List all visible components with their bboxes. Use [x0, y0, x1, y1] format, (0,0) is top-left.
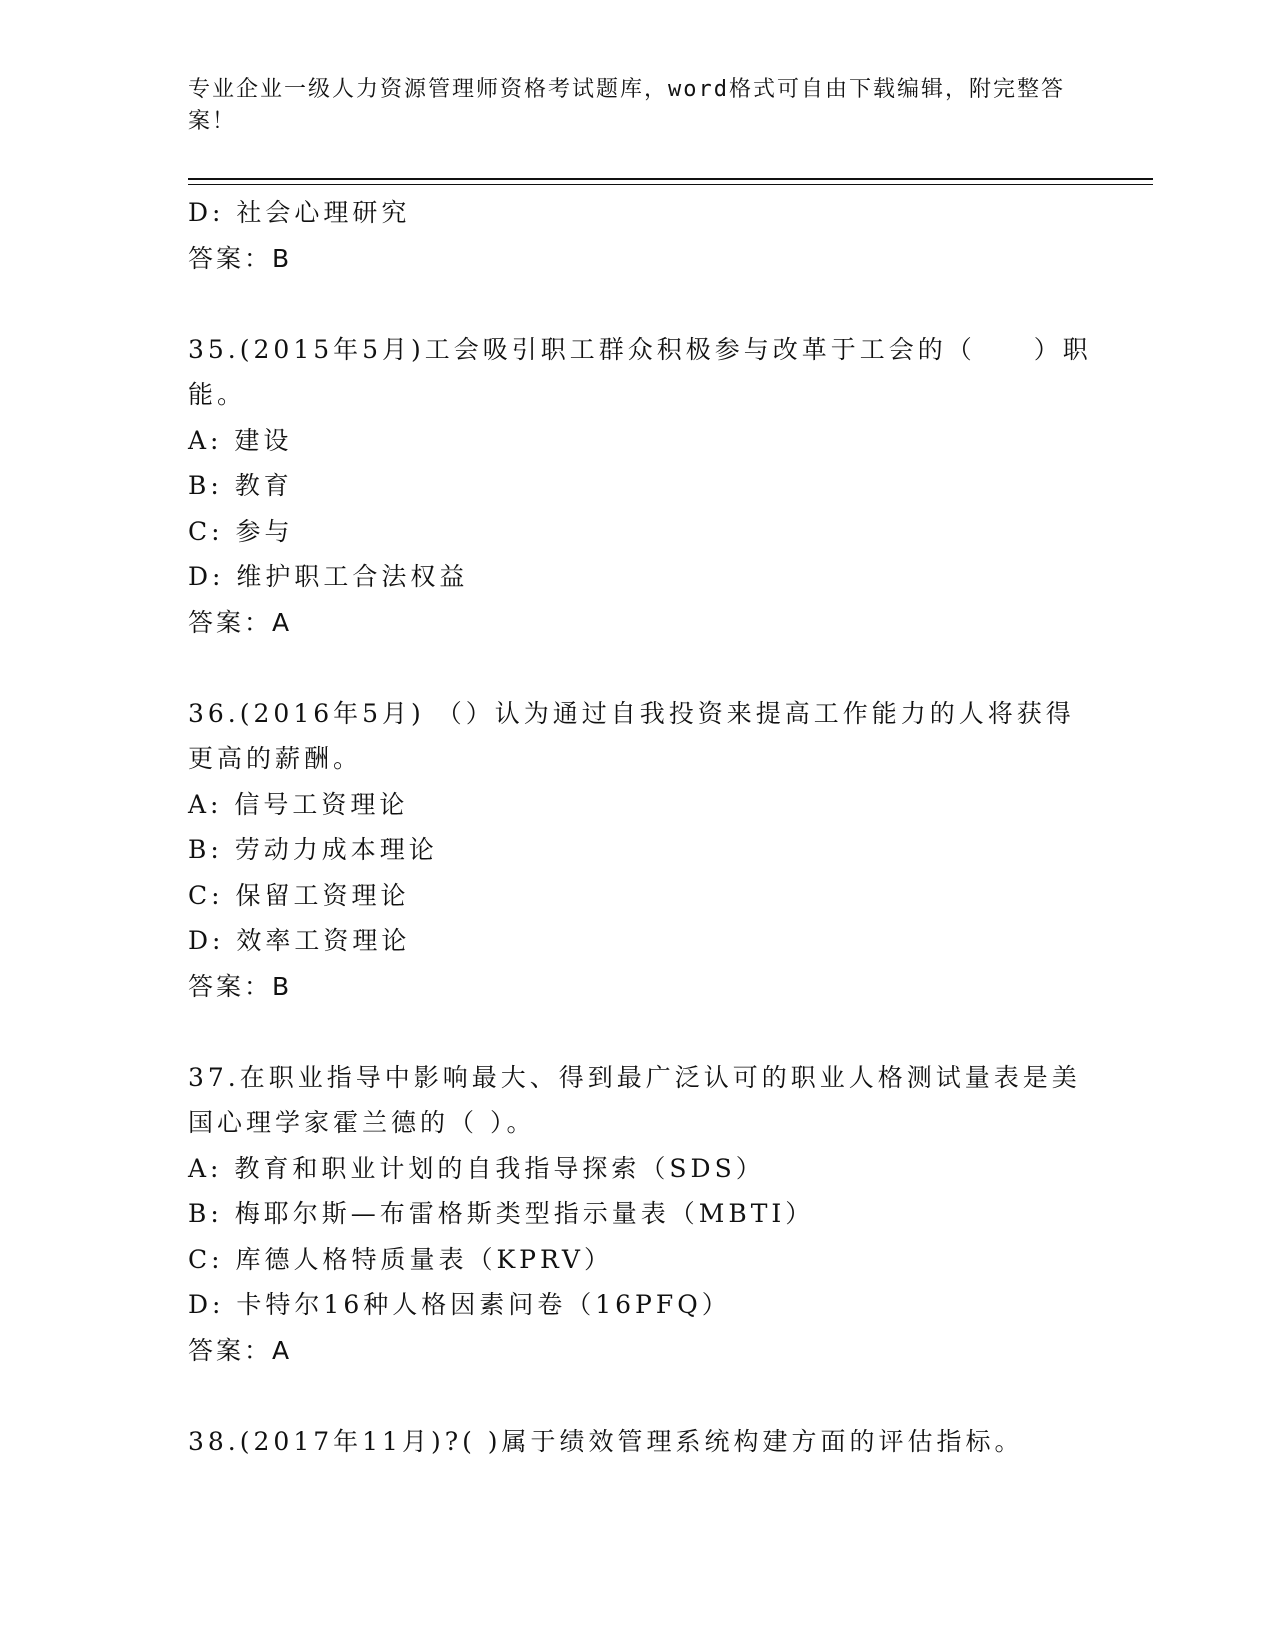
page-header: 专业企业一级人力资源管理师资格考试题库，word格式可自由下载编辑，附完整答案！: [188, 77, 1065, 134]
q35-option-c: C: 参与: [188, 516, 294, 546]
q35-option-b: B: 教育: [188, 471, 293, 500]
q36-option-c: C: 保留工资理论: [188, 880, 410, 910]
spacer: [188, 281, 1088, 327]
q37-option-b: B: 梅耶尔斯—布雷格斯类型指示量表（MBTI）: [188, 1199, 815, 1228]
prev-answer: 答案：B: [188, 243, 293, 273]
q36-option-a: A: 信号工资理论: [188, 789, 409, 819]
question-content: [188, 190, 1092, 1464]
q37-stem-line1: 37.在职业指导中影响最大、得到最广泛认可的职业人格测试量表是美: [188, 1062, 1081, 1092]
spacer: [188, 1373, 1088, 1419]
spacer: [188, 645, 1088, 691]
prev-option-d: D: 社会心理研究: [188, 198, 411, 227]
spacer: [188, 1009, 1088, 1055]
q36-stem-line1: 36.(2016年5月) （）认为通过自我投资来提高工作能力的人将获得: [188, 698, 1075, 728]
q35-option-a: A: 建设: [188, 425, 293, 455]
q36-answer: 答案：B: [188, 971, 293, 1001]
q38-stem-line1: 38.(2017年11月)?( )属于绩效管理系统构建方面的评估指标。: [188, 1426, 1024, 1456]
q36-option-d: D: 效率工资理论: [188, 926, 411, 955]
q37-answer: 答案：A: [188, 1335, 293, 1365]
q35-stem-line1: 35.(2015年5月)工会吸引职工群众积极参与改革于工会的（ ）职: [188, 334, 1092, 364]
q35-option-d: D: 维护职工合法权益: [188, 562, 469, 591]
q36-stem-line2: 更高的薪酬。: [188, 744, 363, 773]
q37-option-d: D: 卡特尔16种人格因素问卷（16PFQ）: [188, 1290, 731, 1319]
q35-stem-line2: 能。: [188, 380, 247, 409]
q37-option-a: A: 教育和职业计划的自我指导探索（SDS）: [188, 1153, 765, 1183]
q37-option-c: C: 库德人格特质量表（KPRV）: [188, 1244, 613, 1274]
q36-option-b: B: 劳动力成本理论: [188, 835, 438, 864]
q37-stem-line2: 国心理学家霍兰德的（ ）。: [188, 1108, 536, 1137]
header-divider-thick: [188, 178, 1153, 180]
q35-answer: 答案：A: [188, 607, 293, 637]
header-divider-thin: [188, 184, 1153, 185]
